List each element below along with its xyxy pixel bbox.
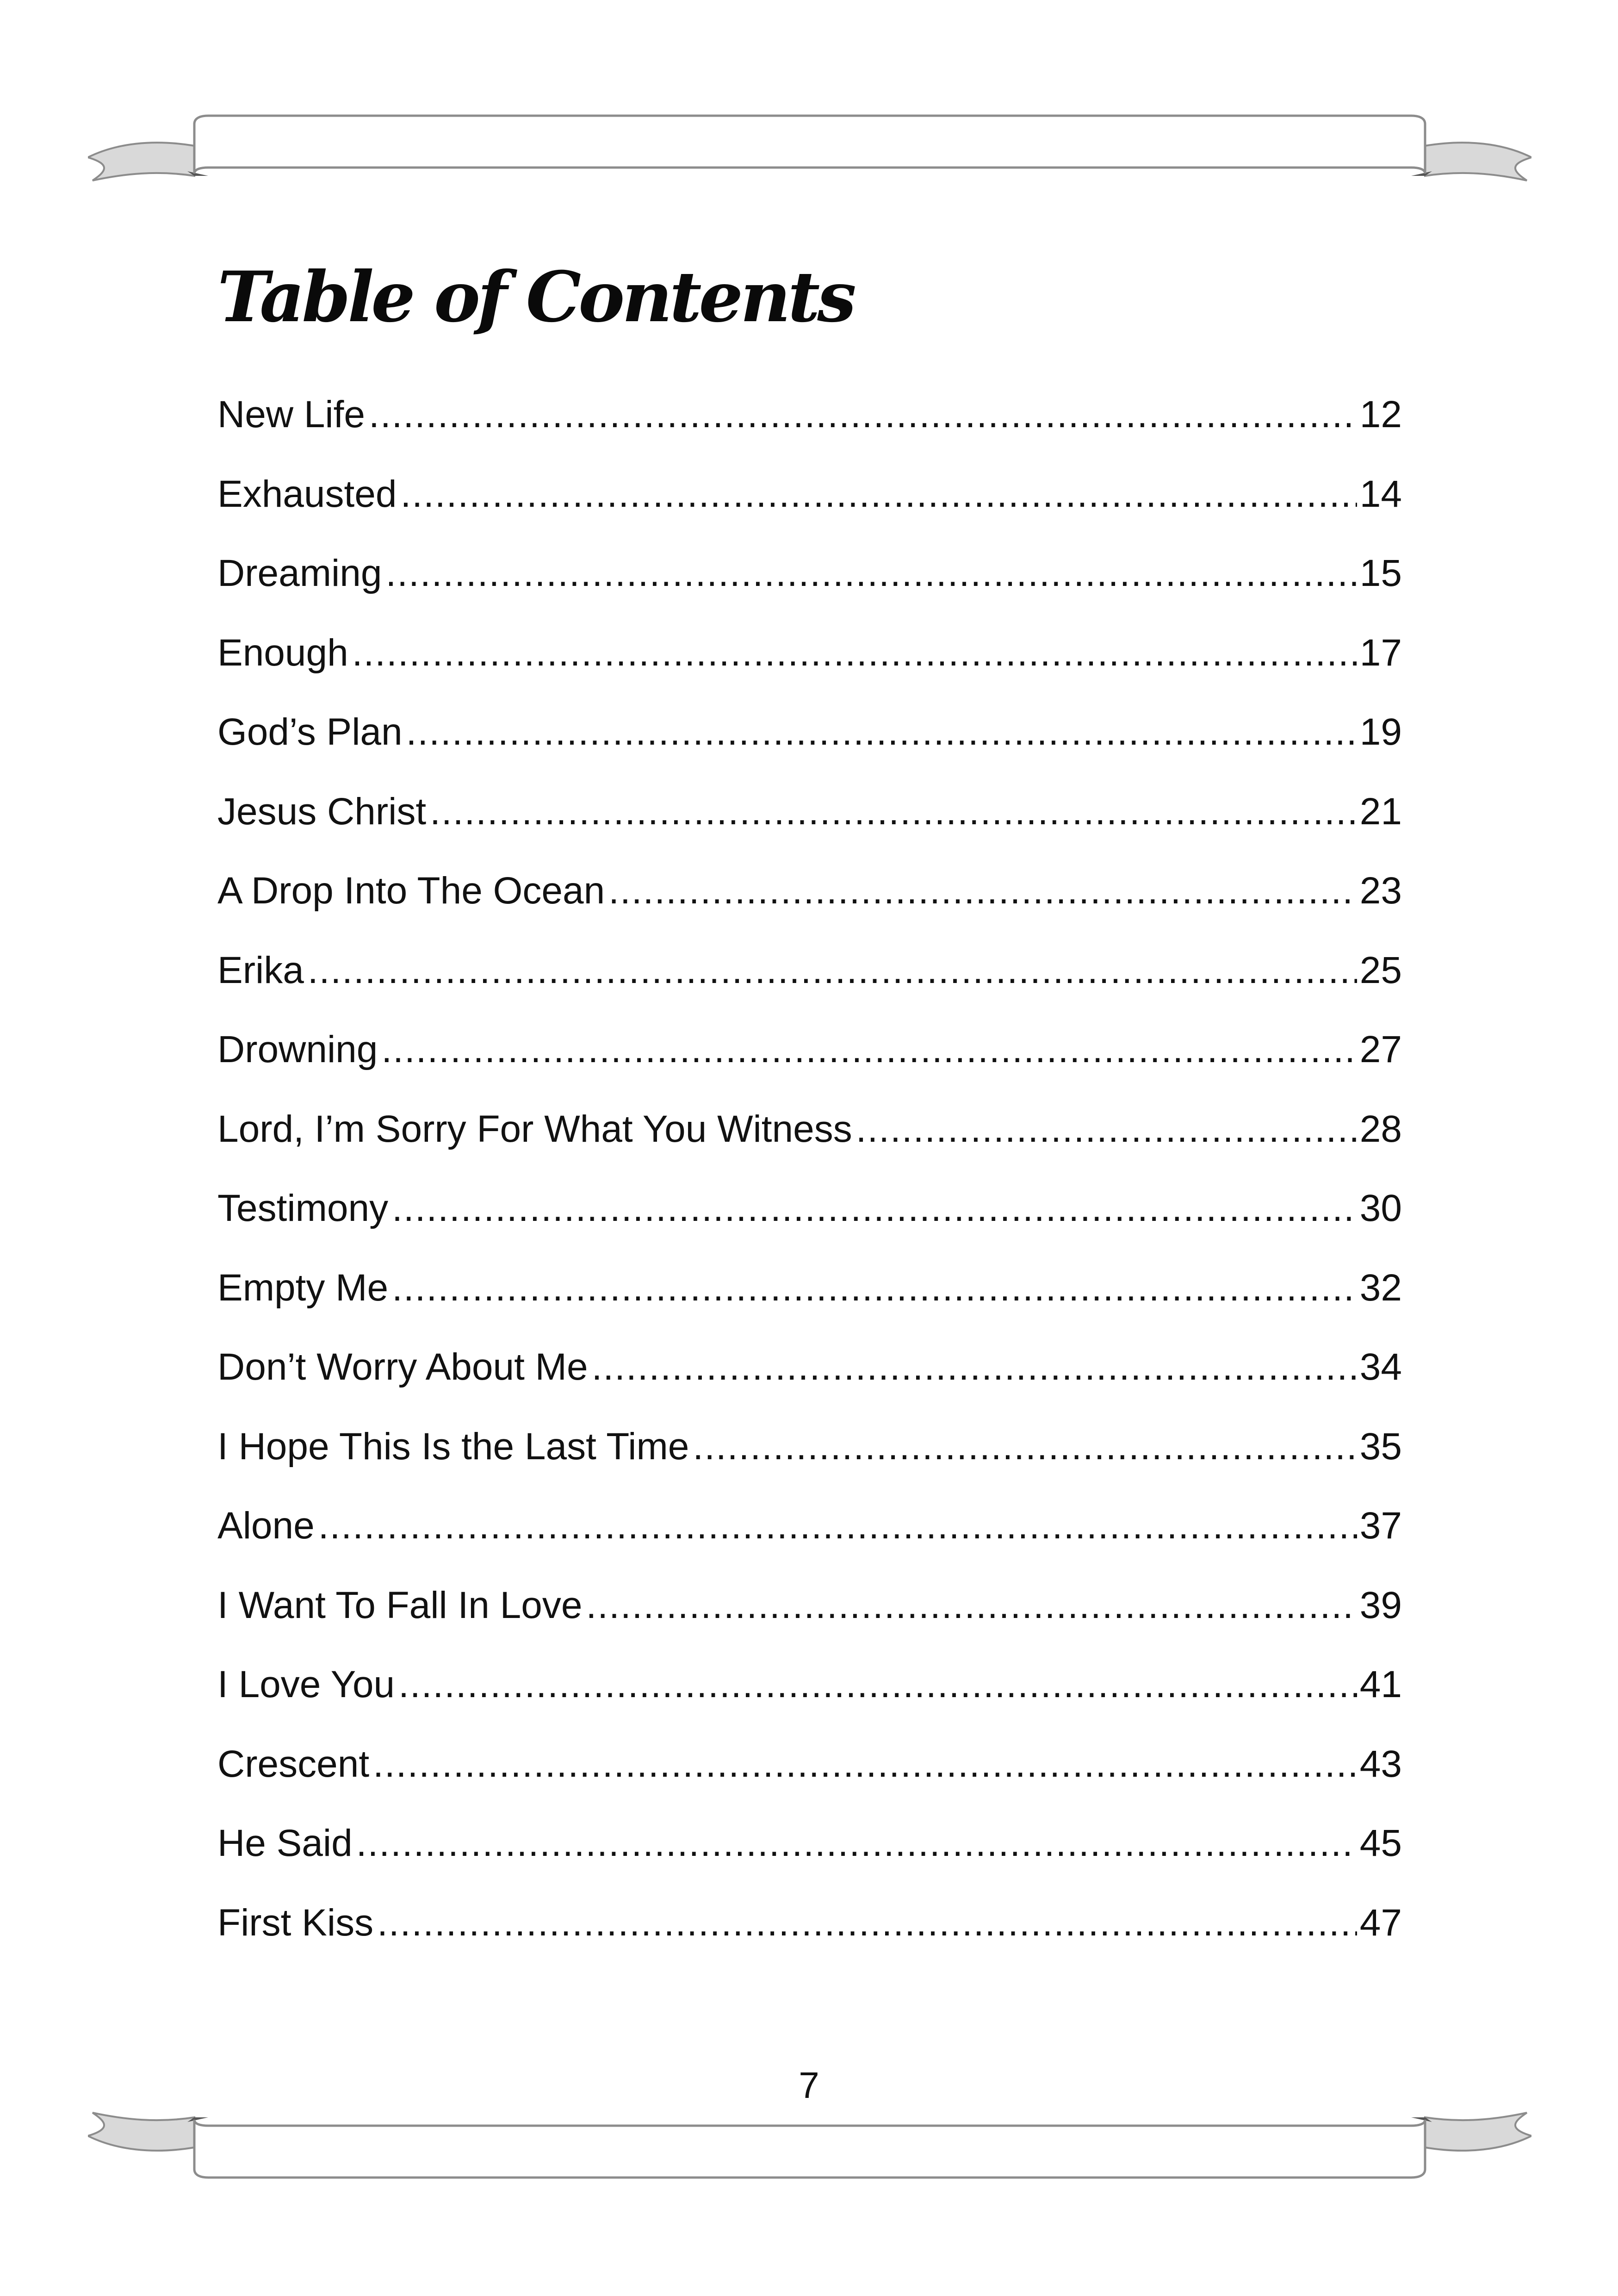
toc-entry-title: I Love You [217, 1663, 395, 1705]
toc-dot-leader [401, 475, 1357, 513]
ribbon-decoration-icon [88, 111, 1531, 185]
toc-entry-title: Alone [217, 1505, 315, 1547]
toc-entry-title: Empty Me [217, 1266, 389, 1309]
toc-entry-title: Drowning [217, 1028, 378, 1070]
toc-entry-title: I Hope This Is the Last Time [217, 1425, 689, 1468]
toc-page-number: 47 [1359, 1901, 1402, 1944]
toc-dot-leader [356, 1824, 1357, 1862]
toc-entry-title: Lord, I’m Sorry For What You Witness [217, 1108, 852, 1150]
toc-dot-leader [308, 952, 1357, 989]
toc-entry[interactable] [217, 475, 1402, 555]
toc-entry[interactable] [217, 1663, 1402, 1745]
toc-dot-leader [608, 872, 1357, 910]
toc-dot-leader [352, 634, 1357, 672]
toc-entry[interactable] [217, 1348, 1402, 1428]
toc-entry-title: Enough [217, 631, 348, 674]
toc-page-number: 27 [1359, 1028, 1402, 1070]
ribbon-decoration-icon [88, 2108, 1531, 2182]
toc-page-number: 43 [1359, 1742, 1402, 1785]
toc-page-number: 23 [1359, 870, 1402, 912]
toc-entry[interactable] [217, 1742, 1402, 1825]
toc-entry[interactable] [217, 1584, 1402, 1666]
toc-dot-leader [385, 554, 1357, 592]
toc-entry[interactable] [217, 1028, 1402, 1110]
toc-entry[interactable] [217, 949, 1402, 1031]
toc-entry-title: New Life [217, 393, 366, 436]
toc-page-number: 45 [1359, 1822, 1402, 1864]
toc-entry[interactable] [217, 1189, 1402, 1269]
toc-entry[interactable] [217, 1425, 1402, 1507]
toc-entry[interactable] [217, 393, 1402, 475]
toc-page-number: 32 [1359, 1266, 1402, 1309]
toc-dot-leader [381, 1031, 1357, 1069]
toc-dot-leader [392, 1189, 1357, 1227]
toc-entry-title: First Kiss [217, 1901, 374, 1944]
toc-dot-leader [377, 1904, 1357, 1942]
toc-entry[interactable] [217, 790, 1402, 872]
toc-dot-leader [369, 396, 1357, 434]
toc-entry-title: He Said [217, 1822, 353, 1864]
toc-entry-title: Testimony [217, 1187, 389, 1229]
toc-entry-title: I Want To Fall In Love [217, 1584, 583, 1626]
toc-entry[interactable] [217, 713, 1402, 793]
toc-page-number: 35 [1359, 1425, 1402, 1468]
toc-entry[interactable] [217, 1110, 1402, 1190]
toc-page-number: 17 [1359, 631, 1402, 674]
toc-entry[interactable] [217, 631, 1402, 714]
toc-entry-title: God’s Plan [217, 711, 403, 753]
header-ribbon-banner [88, 111, 1531, 185]
toc-entry[interactable] [217, 1824, 1402, 1904]
toc-entry[interactable] [217, 1266, 1402, 1349]
toc-entry[interactable] [217, 1901, 1402, 1984]
toc-entry-title: Dreaming [217, 552, 382, 594]
toc-dot-leader [373, 1745, 1357, 1783]
toc-dot-leader [398, 1666, 1357, 1704]
toc-dot-leader [406, 713, 1357, 751]
toc-page-number: 41 [1359, 1663, 1402, 1705]
toc-dot-leader [856, 1110, 1357, 1148]
toc-entry[interactable] [217, 554, 1402, 634]
toc-dot-leader [693, 1428, 1357, 1466]
toc-page-number: 12 [1359, 393, 1402, 436]
table-of-contents [217, 393, 1402, 1983]
toc-page-number: 37 [1359, 1505, 1402, 1547]
toc-entry[interactable] [217, 1507, 1402, 1587]
toc-entry-title: Jesus Christ [217, 790, 427, 833]
toc-page-number: 15 [1359, 552, 1402, 594]
page-number: 7 [799, 2065, 819, 2106]
toc-page-number: 25 [1359, 949, 1402, 991]
toc-entry-title: Don’t Worry About Me [217, 1346, 588, 1388]
toc-dot-leader [392, 1269, 1357, 1307]
toc-entry-title: Erika [217, 949, 304, 991]
page-title: Table of Contents [217, 256, 854, 338]
toc-page-number: 30 [1359, 1187, 1402, 1229]
toc-dot-leader [592, 1348, 1357, 1386]
toc-entry-title: Exhausted [217, 473, 397, 515]
toc-dot-leader [430, 793, 1357, 831]
toc-page-number: 39 [1359, 1584, 1402, 1626]
toc-page-number: 19 [1359, 711, 1402, 753]
footer-ribbon-banner [88, 2108, 1531, 2182]
toc-page-number: 14 [1359, 473, 1402, 515]
toc-page-number: 28 [1359, 1108, 1402, 1150]
toc-dot-leader [586, 1587, 1357, 1624]
toc-dot-leader [318, 1507, 1357, 1545]
toc-page-number: 34 [1359, 1346, 1402, 1388]
toc-entry-title: A Drop Into The Ocean [217, 870, 605, 912]
toc-entry[interactable] [217, 872, 1402, 952]
toc-page-number: 21 [1359, 790, 1402, 833]
toc-entry-title: Crescent [217, 1742, 370, 1785]
